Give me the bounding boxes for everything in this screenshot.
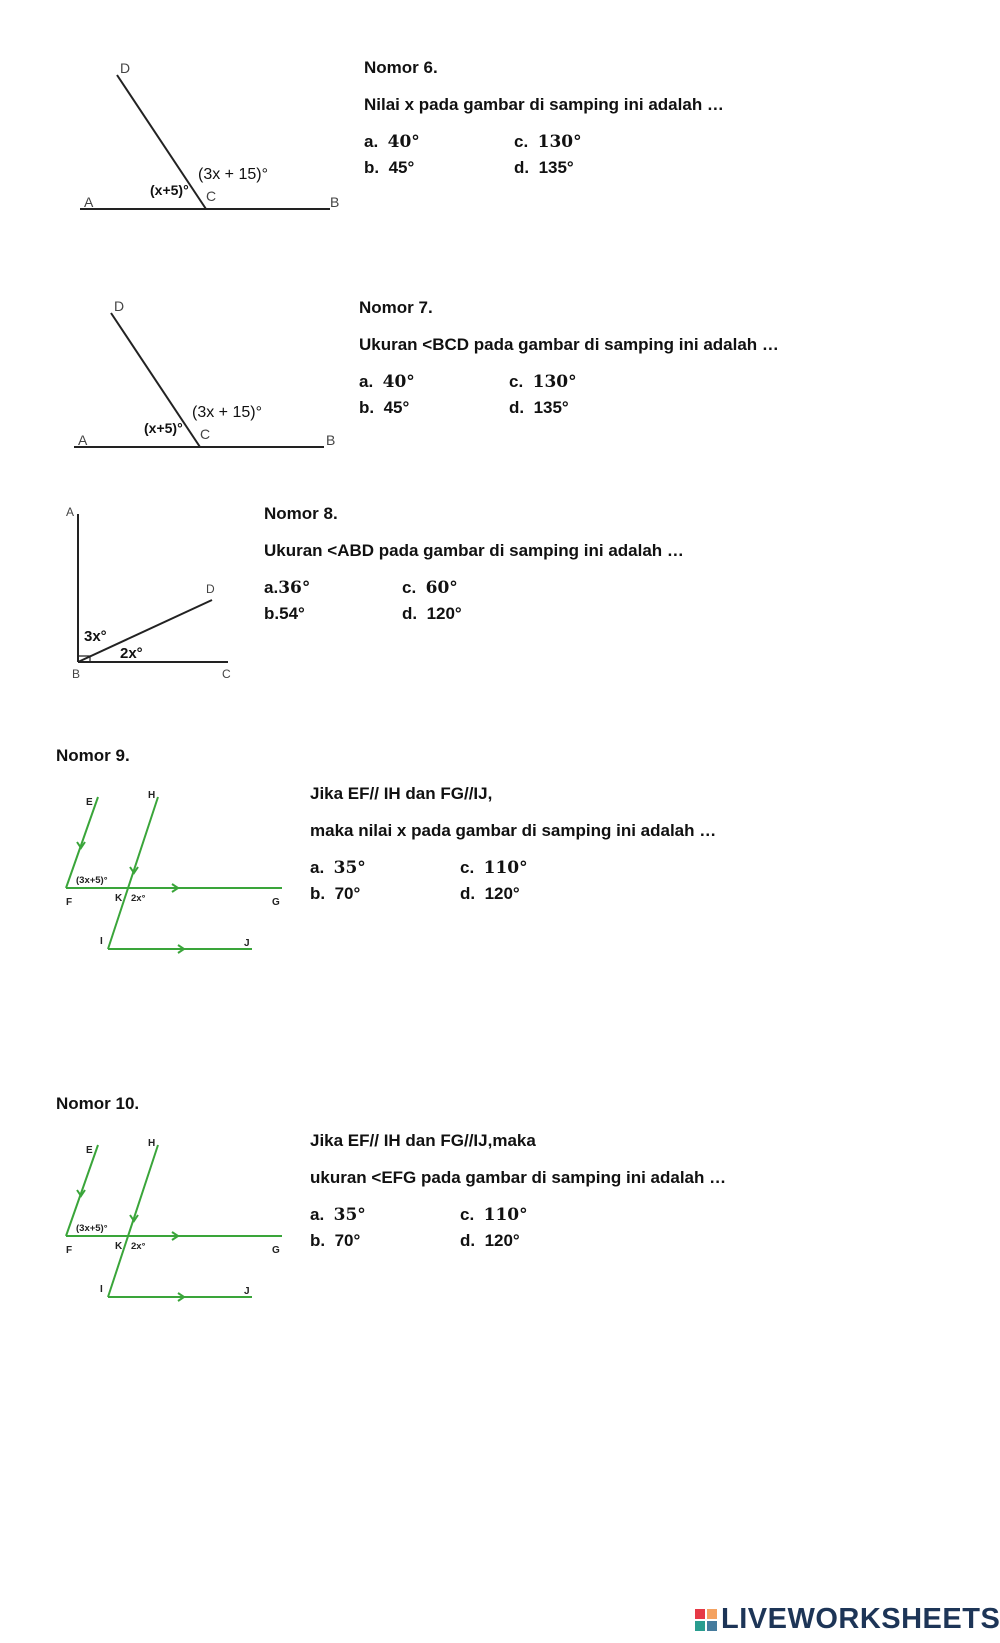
- label-d: D: [114, 298, 125, 314]
- liveworksheets-logo[interactable]: [695, 1603, 1000, 1636]
- question-stem-line1: Jika EF// IH dan FG//IJ,: [310, 784, 493, 803]
- option-a[interactable]: a. 40°: [359, 372, 415, 392]
- label-b: B: [72, 667, 81, 681]
- question-10: [310, 1131, 726, 1251]
- figure-q8: [60, 500, 260, 690]
- option-b[interactable]: b.54°: [264, 604, 305, 623]
- option-b[interactable]: b. 45°: [364, 158, 415, 177]
- question-title: Nomor 6.: [364, 58, 438, 77]
- logo-icon: [695, 1609, 717, 1631]
- question-stem-line2: ukuran <EFG pada gambar di samping ini adalah …: [310, 1168, 727, 1187]
- label-a: A: [66, 505, 75, 519]
- question-stem-line1: Jika EF// IH dan FG//IJ,maka: [310, 1131, 536, 1150]
- option-a[interactable]: a. 40°: [364, 132, 420, 152]
- logo-wordmark: LIVEWORKSHEETS: [721, 1603, 1000, 1635]
- question-stem: Ukuran <ABD pada gambar di samping ini adalah …: [264, 541, 684, 560]
- option-c[interactable]: c. 130°: [509, 372, 577, 392]
- question-9-heading: Nomor 9.: [56, 746, 130, 765]
- angle-left-label: (3x+5)°: [76, 875, 108, 886]
- angle-upper-label: 3x°: [84, 628, 107, 645]
- label-i: I: [100, 936, 103, 947]
- option-c[interactable]: c. 110°: [460, 1205, 528, 1225]
- option-c[interactable]: c. 130°: [514, 132, 582, 152]
- option-b[interactable]: b. 70°: [310, 1231, 361, 1250]
- answer-options: [310, 1205, 726, 1251]
- label-c: C: [206, 188, 217, 204]
- label-i: I: [100, 1284, 103, 1295]
- question-6: [364, 58, 724, 178]
- option-b[interactable]: b. 70°: [310, 884, 361, 903]
- label-j: J: [244, 938, 250, 949]
- label-e: E: [86, 1145, 93, 1156]
- option-d[interactable]: d. 120°: [460, 1231, 520, 1250]
- angle-lower-label: 2x°: [120, 645, 143, 662]
- angle-left-label: (x+5)°: [144, 420, 183, 436]
- answer-options: [364, 132, 724, 178]
- question-9: [310, 784, 716, 904]
- option-d[interactable]: d. 135°: [514, 158, 574, 177]
- label-c: C: [200, 426, 211, 442]
- figure-q6: [60, 55, 360, 225]
- label-d: D: [206, 582, 215, 596]
- figure-q10: [60, 1133, 300, 1308]
- answer-options: [310, 858, 716, 904]
- option-a[interactable]: a.36°: [264, 578, 311, 598]
- question-7: [359, 298, 779, 418]
- label-f: F: [66, 897, 73, 908]
- question-8: [264, 504, 684, 624]
- option-d[interactable]: d. 120°: [402, 604, 462, 623]
- label-a: A: [78, 432, 88, 448]
- label-g: G: [272, 1245, 280, 1256]
- angle-left-label: (x+5)°: [150, 182, 189, 198]
- label-k: K: [115, 1241, 123, 1252]
- label-d: D: [120, 60, 131, 76]
- angle-right-label: 2x°: [131, 1241, 146, 1252]
- label-j: J: [244, 1286, 250, 1297]
- angle-right-label: (3x + 15)°: [198, 166, 268, 183]
- angle-right-label: 2x°: [131, 893, 146, 904]
- question-title: Nomor 7.: [359, 298, 433, 317]
- figure-q9: [60, 785, 300, 960]
- question-stem: Ukuran <BCD pada gambar di samping ini adalah …: [359, 335, 779, 354]
- figure-q7: [60, 295, 360, 465]
- answer-options: [359, 372, 779, 418]
- label-h: H: [148, 1138, 156, 1149]
- label-e: E: [86, 797, 93, 808]
- label-b: B: [330, 194, 340, 210]
- question-10-heading: Nomor 10.: [56, 1094, 140, 1113]
- option-c[interactable]: c. 110°: [460, 858, 528, 878]
- answer-options: [264, 578, 684, 624]
- option-a[interactable]: a. 35°: [310, 858, 366, 878]
- option-d[interactable]: d. 120°: [460, 884, 520, 903]
- label-g: G: [272, 897, 280, 908]
- question-stem-line2: maka nilai x pada gambar di samping ini adalah …: [310, 821, 717, 840]
- label-c: C: [222, 667, 231, 681]
- question-stem: Nilai x pada gambar di samping ini adalah …: [364, 95, 724, 114]
- label-a: A: [84, 194, 94, 210]
- option-a[interactable]: a. 35°: [310, 1205, 366, 1225]
- label-h: H: [148, 790, 156, 801]
- angle-left-label: (3x+5)°: [76, 1223, 108, 1234]
- option-d[interactable]: d. 135°: [509, 398, 569, 417]
- angle-right-label: (3x + 15)°: [192, 404, 262, 421]
- option-c[interactable]: c. 60°: [402, 578, 458, 598]
- question-title: Nomor 8.: [264, 504, 338, 523]
- label-f: F: [66, 1245, 73, 1256]
- label-k: K: [115, 893, 123, 904]
- label-b: B: [326, 432, 336, 448]
- option-b[interactable]: b. 45°: [359, 398, 410, 417]
